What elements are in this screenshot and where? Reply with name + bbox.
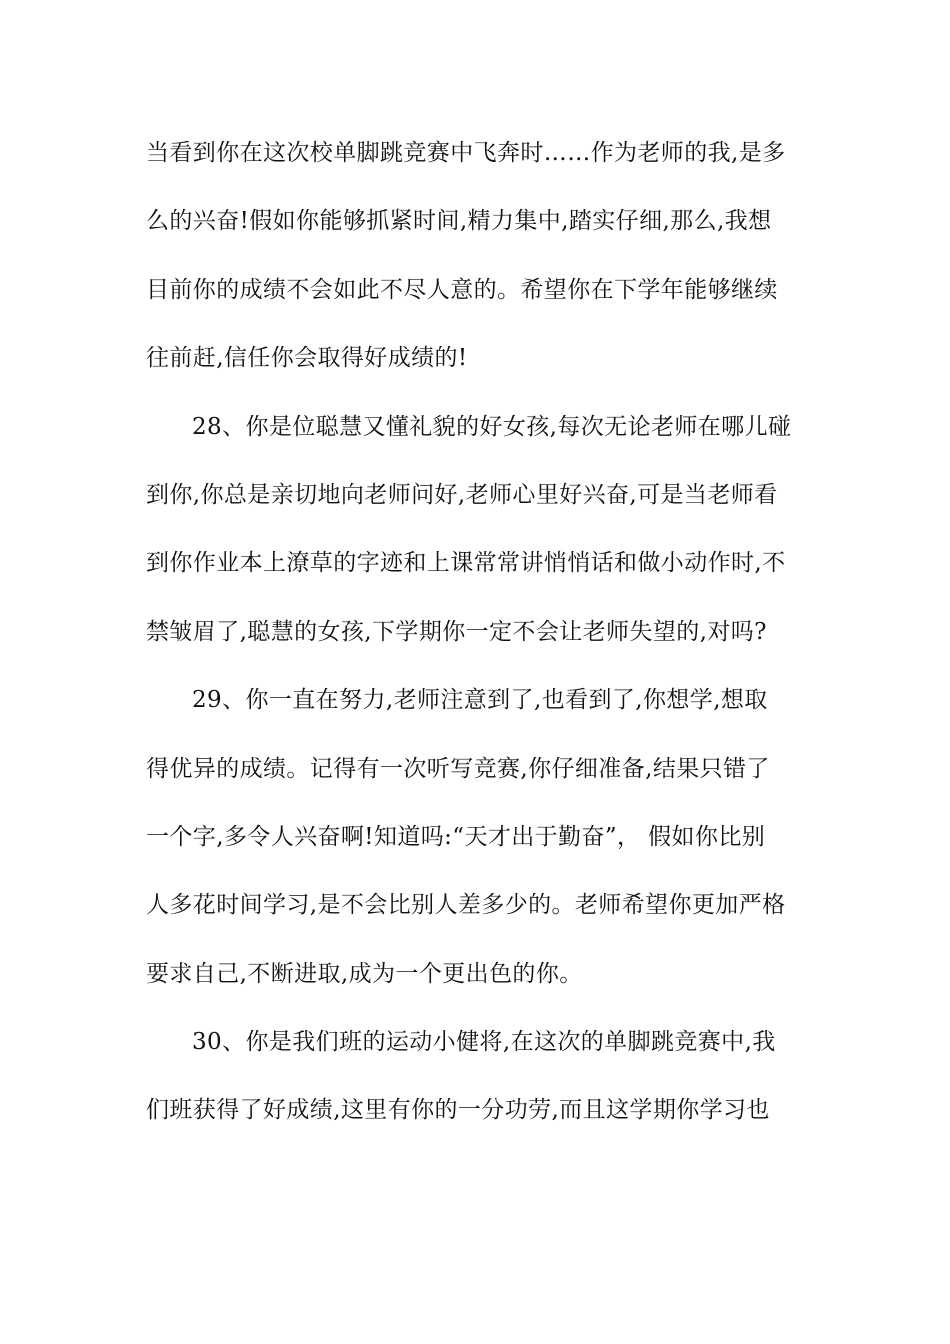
text-line: 一个字,多令人兴奋啊!知道吗:“天才出于勤奋”， 假如你比别 [146,823,766,850]
paragraph-30-first-line: 30、你是我们班的运动小健将,在这次的单脚跳竞赛中,我 [192,1029,776,1056]
text-line: 目前你的成绩不会如此不尽人意的。希望你在下学年能够继续 [146,276,778,303]
text-line: 要求自己,不断进取,成为一个更出色的你。 [146,960,583,987]
text-line: 们班获得了好成绩,这里有你的一分功劳,而且这学期你学习也 [146,1097,770,1124]
text-line: 人多花时间学习,是不会比别人差多少的。老师希望你更加严格 [146,892,786,919]
text-line: 么的兴奋!假如你能够抓紧时间,精力集中,踏实仔细,那么,我想 [146,208,772,235]
text-line: 到你,你总是亲切地向老师问好,老师心里好兴奋,可是当老师看 [146,481,778,508]
text-line: 到你作业本上潦草的字迹和上课常常讲悄悄话和做小动作时,不 [146,550,786,577]
paragraph-28-first-line: 28、你是位聪慧又懂礼貌的好女孩,每次无论老师在哪儿碰 [192,413,792,440]
text-line: 当看到你在这次校单脚跳竞赛中飞奔时……作为老师的我,是多 [146,140,786,166]
paragraph-29-first-line: 29、你一直在努力,老师注意到了,也看到了,你想学,想取 [192,687,768,714]
document-body [146,126,810,1152]
text-line: 往前赶,信任你会取得好成绩的! [146,345,468,372]
text-line: 禁皱眉了,聪慧的女孩,下学期你一定不会让老师失望的,对吗? [146,618,767,645]
text-line: 得优异的成绩。记得有一次听写竞赛,你仔细准备,结果只错了 [146,755,770,782]
